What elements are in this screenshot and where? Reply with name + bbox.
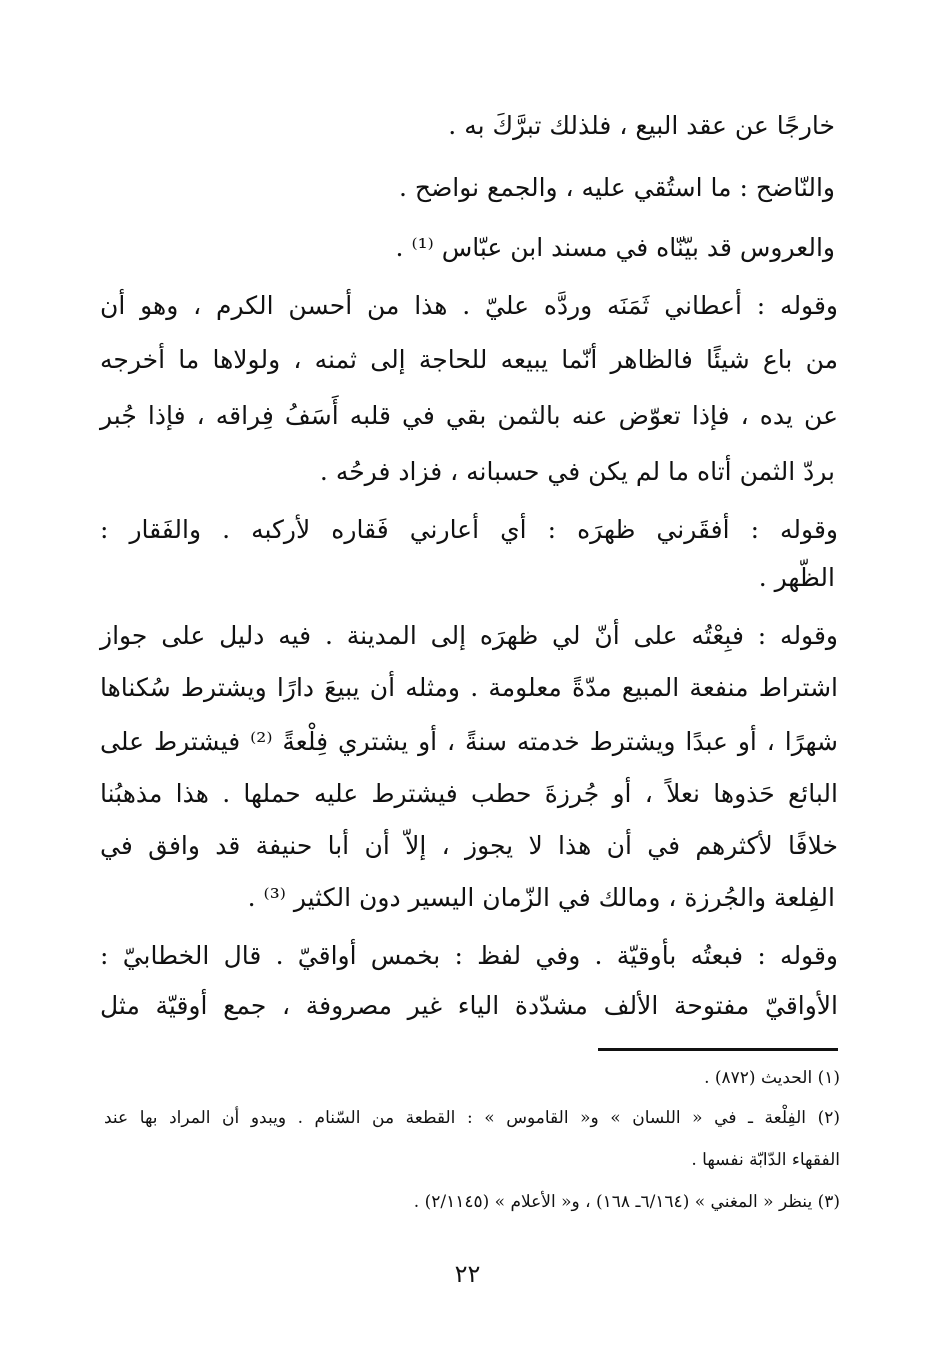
body-line-1: خارجًا عن عقد البيع ، فلذلك تبرَّكَ به . bbox=[448, 111, 835, 140]
body-line-9: الظّهر . bbox=[758, 563, 835, 592]
body-line-16: وقوله : فبعتُه بأوقيّة . وفي لفظ : بخمس أواقيّ . قال الخطابيّ : bbox=[100, 941, 838, 970]
body-line-2: والنّاضح : ما استُقي عليه ، والجمع نواضح . bbox=[399, 173, 835, 202]
body-line-15: الفِلعة والجُرزة ، ومالك في الزّمان اليسير دون الكثير ⁽³⁾ . bbox=[247, 883, 835, 912]
footnote-2-continued: الفقهاء الدّابّة نفسها . bbox=[691, 1150, 840, 1170]
body-line-4: وقوله : أعطاني ثَمَنَه وردَّه عليّ . هذا من أحسن الكرم ، وهو أن bbox=[100, 291, 838, 320]
body-line-7: بردّ الثمن أتاه ما لم يكن في حسبانه ، فزاد فرحُه . bbox=[319, 457, 835, 486]
body-line-17: الأواقيّ مفتوحة الألف مشدّدة الياء غير مصروفة ، جمع أوقيّة مثل bbox=[100, 991, 838, 1020]
footnote-2: (٢) الفِلْعة ـ في « اللسان » و« القاموس » : القطعة من السّنام . ويبدو أن المراد بها عند bbox=[104, 1108, 840, 1128]
body-line-6: عن يده ، فإذا تعوّض عنه بالثمن بقي في قلبه أَسَفُ فِراقه ، فإذا جُبر bbox=[100, 401, 838, 430]
footnote-3: (٣) ينظر « المغني » (٦/١٦٤ـ ١٦٨) ، و« الأعلام » (٢/١١٤٥) . bbox=[413, 1192, 840, 1212]
page-number: ٢٢ bbox=[454, 1260, 481, 1288]
body-line-11: اشتراط منفعة المبيع مدّةً معلومة . ومثله أن يبيعَ دارًا ويشترط سُكناها bbox=[100, 673, 838, 702]
body-line-14: خلافًا لأكثرهم في أن هذا لا يجوز ، إلاّ أن أبا حنيفة قد وافق في bbox=[100, 831, 838, 860]
body-line-5: من باع شيئًا فالظاهر أنّما يبيعه للحاجة إلى ثمنه ، ولولاها ما أخرجه bbox=[100, 345, 838, 374]
body-line-8: وقوله : أفقَرني ظهرَه : أي أعارني فَقاره لأركبه . والفَقار : bbox=[100, 515, 838, 544]
body-line-12: شهرًا ، أو عبدًا ويشترط خدمته سنةً ، أو يشتري فِلْعةً ⁽²⁾ فيشترط على bbox=[100, 727, 838, 756]
body-line-13: البائع حَذوها نعلاً ، أو جُرزةَ حطب فيشترط عليه حملها . هذا مذهبُنا bbox=[100, 779, 838, 808]
body-line-3: والعروس قد بيّنّاه في مسند ابن عبّاس ⁽¹⁾ . bbox=[395, 233, 835, 262]
body-line-10: وقوله : فبِعْتُه على أنّ لي ظهرَه إلى المدينة . فيه دليل على جواز bbox=[100, 621, 838, 650]
footnote-1: (١) الحديث (٨٧٢) . bbox=[704, 1068, 840, 1088]
footnote-separator bbox=[598, 1048, 838, 1051]
